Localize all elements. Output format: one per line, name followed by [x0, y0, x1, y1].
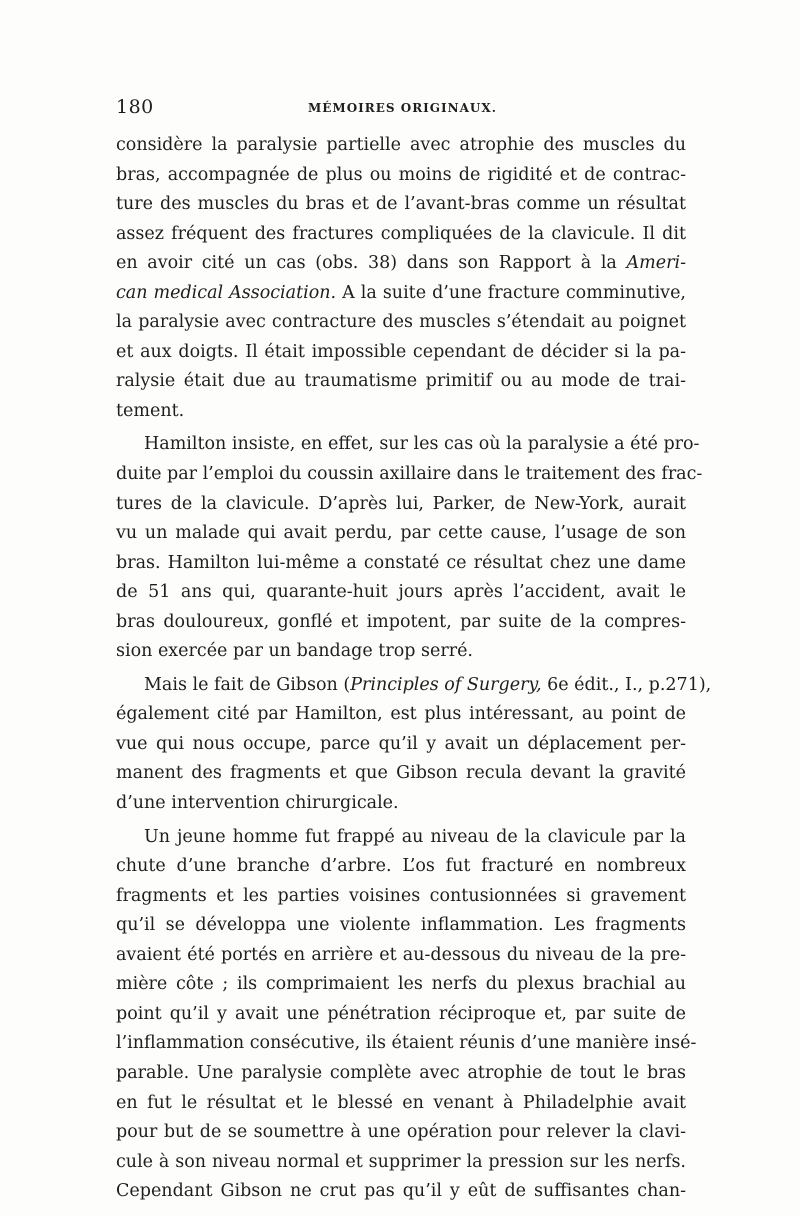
text-segment: en avoir cité un cas (obs. 38) dans son Rapport à la — [116, 253, 617, 274]
paragraph — [116, 823, 697, 1207]
text-line: manent des fragments et que Gibson recula devant la gravité — [116, 763, 686, 784]
paragraph — [116, 430, 703, 666]
text-line: cule à son niveau normal et supprimer la pression sur les nerfs. — [116, 1151, 686, 1172]
text-segment: A la suite d’une fracture comminutive, — [336, 282, 686, 303]
text-segment: Mais le fait de Gibson ( — [144, 674, 351, 695]
text-line: Cependant Gibson ne crut pas qu’il y eût de suffisantes chan- — [116, 1181, 686, 1202]
text-line: ralysie était due au traumatisme primitif ou au mode de trai- — [116, 371, 686, 392]
text-line: mière côte ; ils comprimaient les nerfs du plexus brachial au — [116, 974, 686, 995]
text-line: la paralysie avec contracture des muscles s’étendait au poignet — [116, 312, 686, 333]
text-line: parable. Une paralysie complète avec atrophie de tout le bras — [116, 1062, 686, 1083]
journal-title-italic: Ameri- — [626, 253, 686, 274]
text-line: tures de la clavicule. D’après lui, Parker, de New-York, aurait — [116, 493, 686, 514]
paragraph — [116, 131, 686, 426]
book-title-italic: Principles of Surgery, — [350, 674, 542, 695]
text-line: vue qui nous occupe, parce qu’il y avait un déplacement per- — [116, 733, 686, 754]
text-line: duite par l’emploi du coussin axillaire dans le traitement des frac- — [116, 464, 703, 485]
text-line: bras, accompagnée de plus ou moins de rigidité et de contrac- — [116, 164, 686, 185]
text-line: de 51 ans qui, quarante-huit jours après l’accident, avait le — [116, 582, 686, 603]
text-line: en fut le résultat et le blessé en venant à Philadelphie avait — [116, 1092, 686, 1113]
text-line: qu’il se développa une violente inflammation. Les fragments — [116, 915, 686, 936]
text-line: assez fréquent des fractures compliquées de la clavicule. Il dit — [116, 223, 686, 244]
text-line: chute d’une branche d’arbre. L’os fut fracturé en nombreux — [116, 856, 686, 877]
text-line: et aux doigts. Il était impossible cependant de décider si la pa- — [116, 341, 686, 362]
text-line: considère la paralysie partielle avec atrophie des muscles du — [116, 135, 686, 155]
text-line: bras. Hamilton lui-même a constaté ce résultat chez une dame — [116, 552, 686, 573]
text-line: vu un malade qui avait perdu, par cette cause, l’usage de son — [116, 523, 686, 544]
journal-title-italic: can medical Association. — [116, 282, 337, 303]
paragraph — [116, 671, 712, 819]
text-line: fragments et les parties voisines contusionnées si gravement — [116, 885, 686, 906]
text-line: également cité par Hamilton, est plus intéressant, au point de — [116, 704, 686, 725]
text-line: d’une intervention chirurgicale. — [116, 793, 399, 814]
body-text — [116, 131, 712, 1207]
text-segment: 6e édit., I., p.271), — [541, 674, 712, 695]
text-line: avaient été portés en arrière et au-dessous du niveau de la pre- — [116, 944, 686, 965]
page-number: 180 — [116, 96, 154, 118]
text-line: Un jeune homme fut frappé au niveau de la clavicule par la — [144, 826, 686, 847]
text-line: pour but de se soumettre à une opération pour relever la clavi- — [116, 1122, 686, 1143]
text-line: bras douloureux, gonflé et impotent, par suite de la compres- — [116, 611, 686, 632]
text-line — [116, 249, 686, 279]
text-line: Hamilton insiste, en effet, sur les cas où la paralysie a été pro- — [144, 434, 700, 455]
running-header — [116, 96, 686, 122]
text-line: point qu’il y avait une pénétration réciproque et, par suite de — [116, 1003, 686, 1024]
text-line: l’inflammation consécutive, ils étaient réunis d’une manière insé- — [116, 1033, 697, 1054]
text-line — [116, 279, 686, 309]
text-line: tement. — [116, 400, 185, 421]
text-line: ture des muscles du bras et de l’avant-bras comme un résultat — [116, 194, 686, 215]
text-line: sion exercée par un bandage trop serré. — [116, 641, 473, 662]
running-title: MÉMOIRES ORIGINAUX. — [308, 101, 497, 115]
text-line — [116, 671, 712, 701]
